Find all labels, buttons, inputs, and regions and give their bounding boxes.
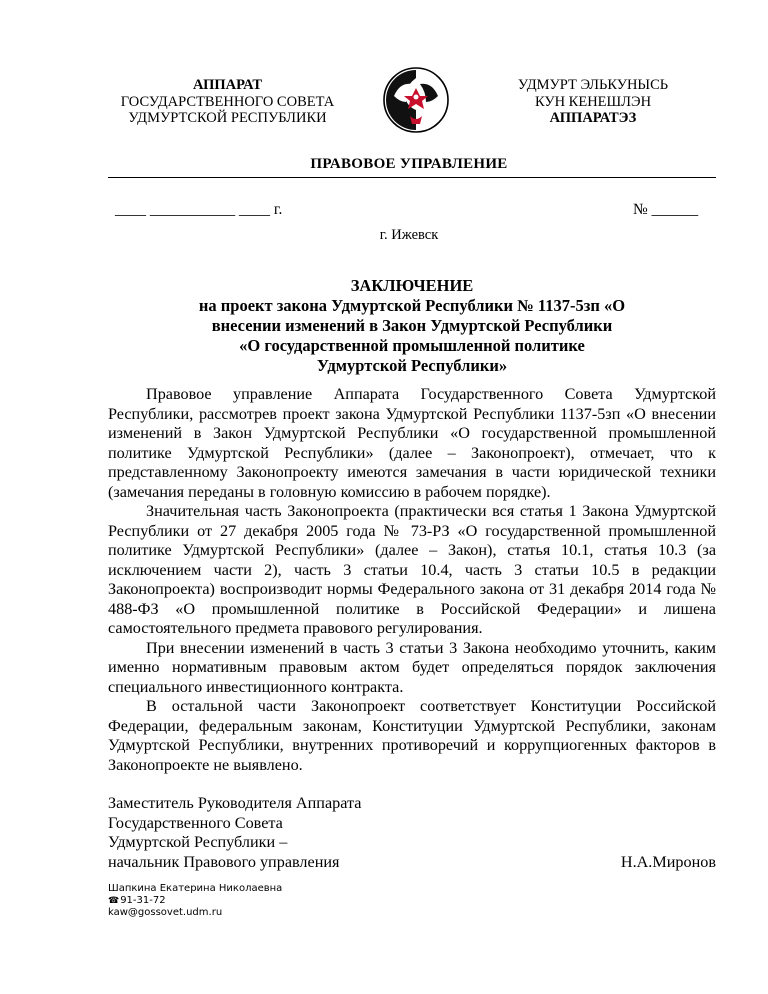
header-right-line-3: АППАРАТЭЗ xyxy=(549,110,637,126)
contact-phone-row xyxy=(108,895,282,907)
department-title: ПРАВОВОЕ УПРАВЛЕНИЕ xyxy=(310,156,508,172)
signature-line-3: Удмуртской Республики – xyxy=(108,833,288,851)
date-placeholder: ____ ___________ ____ г. xyxy=(115,201,283,218)
city-line: г. Ижевск xyxy=(379,227,439,243)
signature-line-4-row xyxy=(108,853,716,873)
number-placeholder: № ______ xyxy=(633,201,699,218)
header-right-line-2: КУН КЕНЕШЛЭН xyxy=(534,93,652,110)
contact-phone: 91-31-72 xyxy=(120,895,166,906)
signature-line-4: начальник Правового управления xyxy=(108,852,340,871)
signature-block xyxy=(108,794,716,872)
paragraph-3: При внесении изменений в часть 3 статьи 3 Закона необходимо уточнить, каким именно нормативным правовым актом будет определяться порядок заключения специального инвестиционного контракта. xyxy=(108,638,716,696)
document-body xyxy=(108,385,716,775)
signature-line-2: Государственного Совета xyxy=(108,813,283,832)
telephone-icon: ☎ xyxy=(108,896,120,906)
contact-block xyxy=(108,883,282,919)
contact-name: Шапкина Екатерина Николаевна xyxy=(108,883,283,894)
title-heading: ЗАКЛЮЧЕНИЕ xyxy=(350,276,474,295)
paragraph-4: В остальной части Законопроект соответствует Конституции Российской Федерации, федеральным законам, Конституции Удмуртской Республики, законам Удмуртской Республики, внутренних противоречий и коррупциогенных факторов в Законопроекте не выявлено. xyxy=(108,697,716,774)
signatory-name: Н.А.Миронов xyxy=(620,852,716,871)
udmurt-emblem-icon xyxy=(382,66,450,134)
contact-email[interactable]: kaw@gossovet.udm.ru xyxy=(108,907,223,918)
title-line-2: внесении изменений в Закон Удмуртской Республики xyxy=(211,316,613,335)
title-line-1: на проект закона Удмуртской Республики № 1137-5зп «О xyxy=(198,296,626,315)
header-left-line-3: УДМУРТСКОЙ РЕСПУБЛИКИ xyxy=(128,110,327,126)
header-right-line-1: УДМУРТ ЭЛЬКУНЫСЬ xyxy=(517,77,669,93)
header-left-line-2: ГОСУДАРСТВЕННОГО СОВЕТА xyxy=(120,93,335,110)
header-left-block xyxy=(100,77,355,127)
paragraph-2: Значительная часть Законопроекта (практически вся статья 1 Закона Удмуртской Республики от 27 декабря 2005 года № 73-РЗ «О государственной промышленной политике Удмуртской Республики» (далее – Закон), статья 10.1, статья 10.3 (за исключением части 2), часть 3 статьи 10.4, часть 3 статьи 10.5 в редакции Законопроекта) воспроизводит нормы Федерального закона от 31 декабря 2014 года № 488-ФЗ «О промышленной политике в Российской Федерации» и лишена самостоятельного предмета правового регулирования. xyxy=(108,502,716,637)
signature-line-1: Заместитель Руководителя Аппарата xyxy=(108,794,362,812)
title-line-4: Удмуртской Республики» xyxy=(316,356,508,375)
header-divider xyxy=(108,177,716,178)
header-left-line-1: АППАРАТ xyxy=(192,77,262,93)
title-line-3: «О государственной промышленной политике xyxy=(239,336,585,355)
header-right-block xyxy=(478,77,708,127)
document-title xyxy=(108,276,716,376)
paragraph-1: Правовое управление Аппарата Государственного Совета Удмуртской Республики, рассмотрев проект закона Удмуртской Республики 1137-5зп «О внесении изменений в Закон Удмуртской Республики «О государственной промышленной политике Удмуртской Республики» (далее – Законопроект), отмечает, что к представленному Законопроекту имеются замечания в части юридической техники (замечания переданы в головную комиссию в рабочем порядке). xyxy=(108,385,716,501)
